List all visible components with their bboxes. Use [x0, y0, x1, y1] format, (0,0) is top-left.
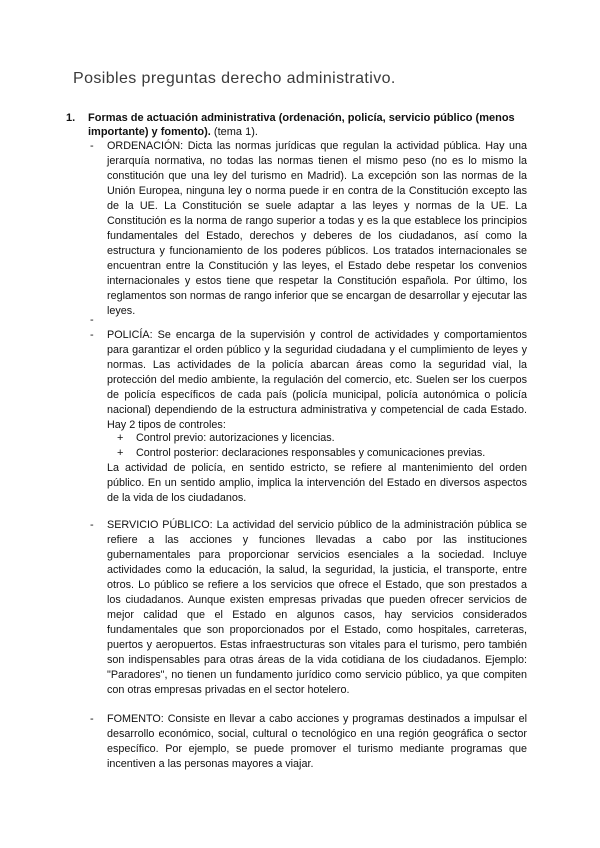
- question-heading-bold: Formas de actuación administrativa (ordenación, policía, servicio público (menos importante) y fomento).: [88, 112, 515, 138]
- paragraph-policia-after: La actividad de policía, en sentido estricto, se refiere al mantenimiento del orden público. En un sentido amplio, implica la intervención del Estado en diversos aspectos de la vida de los ciudadanos.: [107, 462, 527, 504]
- list-item-control-posterior: Control posterior: declaraciones responsables y comunicaciones previas.: [136, 447, 486, 459]
- paragraph-policia: POLICÍA: Se encarga de la supervisión y control de actividades y comportamientos para garantizar el orden público y la seguridad ciudadana y el cumplimiento de leyes y normas. Las actividades de la policía abarcan áreas como la seguridad vial, la protección del medio ambiente, la regulación del comercio, etc. Suelen ser los cuerpos de policía específicos de cada país (policía municipal, policía autonómica o policía nacional) dependiendo de la estructura administrativa y competencial de cada Estado. Hay 2 tipos de controles:: [107, 329, 527, 431]
- bullet-dash-ordenacion: -: [90, 140, 94, 152]
- bullet-plus-control-posterior: +: [117, 447, 124, 459]
- paragraph-fomento: FOMENTO: Consiste en llevar a cabo acciones y programas destinados a impulsar el desarrollo económico, social, cultural o tecnológico en una región geográfica o sector específico. Por ejemplo, se puede promover el turismo mediante programas que incentiven a las personas mayores a viajar.: [107, 713, 527, 770]
- question-heading-topic: (tema 1).: [210, 126, 258, 138]
- paragraph-servicio-publico: SERVICIO PÚBLICO: La actividad del servicio público de la administración pública se refiere a las acciones y funciones llevadas a cabo por las instituciones gubernamentales para proporcionar servicios esenciales a la sociedad. Incluye actividades como la educación, la salud, la seguridad, la justicia, el transporte, entre otros. Lo público se refiere a los servicios que ofrece el Estado, que son prestados a los ciudadanos. Aunque existen empresas privadas que pueden ofrecer servicios de mejor calidad que el Estado en algunos casos, hay servicios considerados fundamentales que son proporcionados por el Estado, como hospitales, carreteras, puertos y aeropuertos. Estas infraestructuras son vitales para el turismo, pero también son indispensables para otras áreas de la vida cotidiana de los ciudadanos. Ejemplo: "Paradores", no tienen un fundamento jurídico como servicio público, ya que compiten con otras empresas privadas en el sector hotelero.: [107, 519, 527, 696]
- bullet-dash-policia: -: [90, 329, 94, 341]
- list-item-control-previo: Control previo: autorizaciones y licencias.: [136, 432, 335, 444]
- bullet-dash-servicio-publico: -: [90, 519, 94, 531]
- page-title: Posibles preguntas derecho administrativo.: [73, 70, 396, 87]
- question-heading: [88, 111, 528, 139]
- paragraph-ordenacion: ORDENACIÓN: Dicta las normas jurídicas que regulan la actividad pública. Hay una jerarquía normativa, no todas las normas tienen el mismo peso (no es lo mismo la constitución que una ley del turismo en Madrid). La excepción son las normas de la Unión Europea, ninguna ley o norma puede ir en contra de la Constitución excepto las de la UE. La Constitución se suele adaptar a las leyes y normas de la UE. La Constitución es la norma de rango superior a todas y es la que establece los principios fundamentales del Estado, derechos y deberes de los ciudadanos, así como la estructura y funcionamiento de los poderes públicos. Los tratados internacionales se encuentran entre la Constitución y las leyes, el Estado debe respetar los convenios internacionales y estos tiene que respetar la Constitución española. Por último, los reglamentos son normas de rango inferior que se encargan de desarrollar y ejecutar las leyes.: [107, 140, 527, 317]
- bullet-dash-fomento: -: [90, 713, 94, 725]
- bullet-dash-empty: -: [90, 314, 94, 326]
- question-number: 1.: [66, 112, 76, 124]
- bullet-plus-control-previo: +: [117, 432, 124, 444]
